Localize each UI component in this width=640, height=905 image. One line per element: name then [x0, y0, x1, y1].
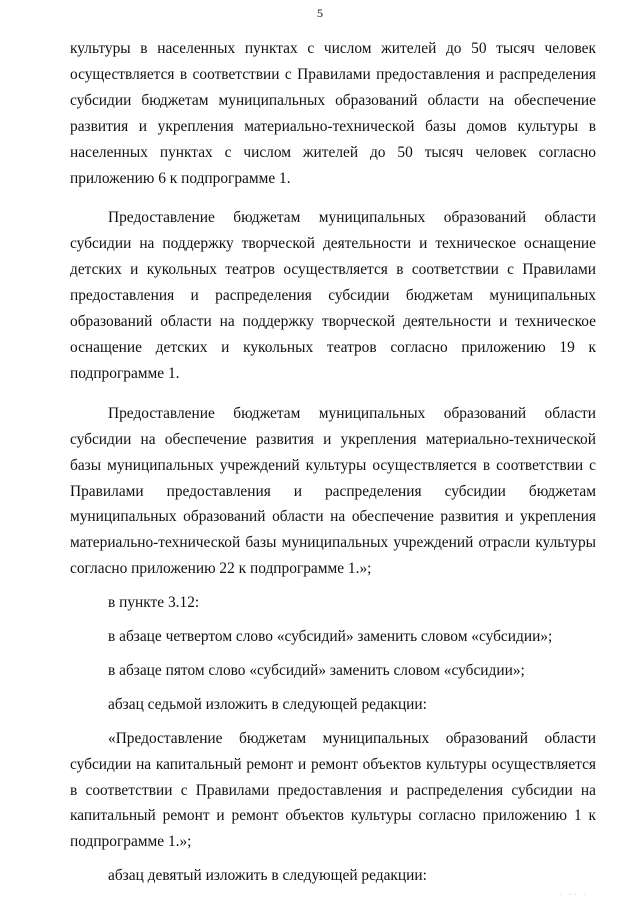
- paragraph-fourth-abzac: в абзаце четвертом слово «субсидий» заменить словом «субсидии»;: [108, 628, 553, 646]
- paragraph-ninth-abzac: абзац девятый изложить в следующей редакции:: [108, 867, 427, 885]
- paragraph-culture-institutions: Предоставление бюджетам муниципальных образований области субсидии на обеспечение развития и укрепления материально-технической базы муниципальных учреждений культуры осуществляется в соответствии с Правилами предоставления и распределения субсидии бюджетам муниципальных образований области на обеспечение развития и укрепления материально-технической базы муниципальных учреждений отрасли культуры согласно приложению 22 к подпрограмме 1.»;: [70, 404, 596, 578]
- paragraph-point-3-12: в пункте 3.12:: [108, 594, 200, 612]
- paragraph-fifth-abzac: в абзаце пятом слово «субсидий» заменить словом «субсидии»;: [108, 661, 525, 679]
- paragraph-seventh-abzac: абзац седьмой изложить в следующей редакции:: [108, 695, 427, 713]
- paragraph-capital-repair: «Предоставление бюджетам муниципальных образований области субсидии на капитальный ремонт и ремонт объектов культуры осуществляется в соответствии с Правилами предоставления и распределения субсидии на капитальный ремонт и ремонт объектов культуры согласно приложению 1 к подпрограмме 1.»;: [70, 729, 596, 851]
- footer-scan-marks: · ·· ·: [560, 892, 589, 898]
- page-number: 5: [317, 6, 323, 20]
- paragraph-continuation: культуры в населенных пунктах с числом жителей до 50 тысяч человек осуществляется в соответствии с Правилами предоставления и распределения субсидии бюджетам муниципальных образований области на обеспечение развития и укрепления материально-технической базы домов культуры в населенных пунктах с числом жителей до 50 тысяч человек согласно приложению 6 к подпрограмме 1.: [70, 40, 596, 187]
- document-body: [70, 36, 596, 889]
- paragraph-puppet-theaters: Предоставление бюджетам муниципальных образований области субсидии на поддержку творческой деятельности и техническое оснащение детских и кукольных театров осуществляется в соответствии с Правилами предоставления и распределения субсидии бюджетам муниципальных образований области на поддержку творческой деятельности и техническое оснащение детских и кукольных театров согласно приложению 19 к подпрограмме 1.: [70, 209, 596, 382]
